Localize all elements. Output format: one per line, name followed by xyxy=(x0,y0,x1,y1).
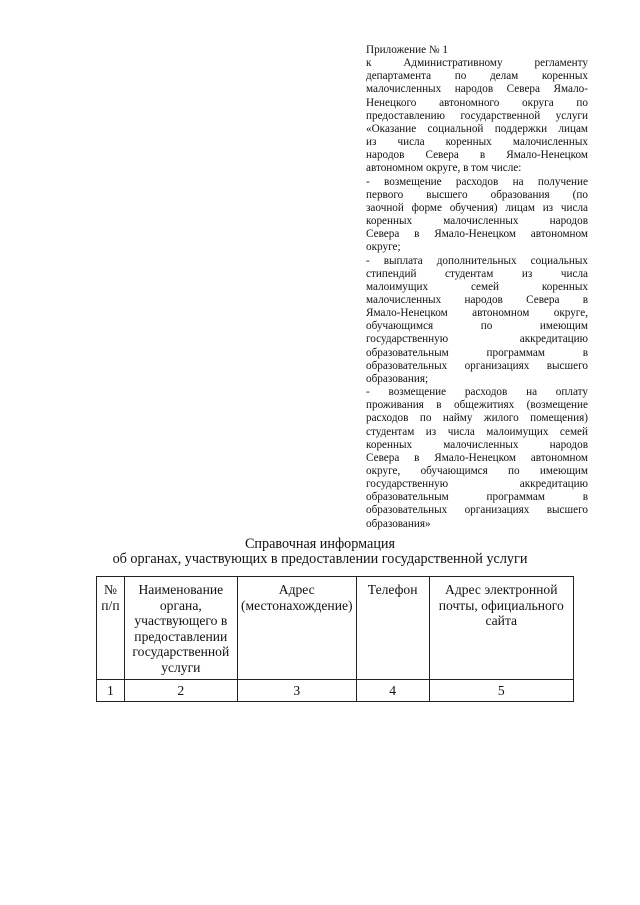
appendix-line: малочисленных народов Севера в xyxy=(366,293,588,306)
appendix-line: округе; xyxy=(366,241,401,254)
table-cell: 1 xyxy=(97,679,125,702)
appendix-line: образования; xyxy=(366,372,429,385)
appendix-line: образовательным программам в xyxy=(366,491,588,504)
appendix-line: государственную аккредитацию xyxy=(366,333,588,346)
appendix-line: заочной форме обучения) лицам из числа xyxy=(366,201,588,214)
appendix-line: коренных малочисленных народов xyxy=(366,438,588,451)
appendix-line: - возмещение расходов на оплату xyxy=(366,386,588,399)
appendix-line: Ямало-Ненецком автономном округе, xyxy=(366,307,588,320)
header-address: Адрес (местонахождение) xyxy=(237,577,356,680)
appendix-line: «Оказание социальной поддержки лицам xyxy=(366,122,588,135)
appendix-line: народов Севера в Ямало-Ненецком xyxy=(366,149,588,162)
appendix-line: департамента по делам коренных xyxy=(366,70,588,83)
appendix-line: Севера в Ямало-Ненецком автономном xyxy=(366,451,588,464)
document-subheading: об органах, участвующих в предоставлении государственной услуги xyxy=(112,551,528,567)
appendix-line: образовательным программам в xyxy=(366,346,588,359)
appendix-line: образовательных организациях высшего xyxy=(366,359,588,372)
appendix-line: Ненецкого автономного округа по xyxy=(366,96,588,109)
appendix-line: государственную аккредитацию xyxy=(366,478,588,491)
table-cell: 5 xyxy=(429,679,573,702)
header-organ-name: Наименование органа, участвующего в предоставлении государственной услуги xyxy=(124,577,237,680)
appendix-line: расходов по найму жилого помещения) xyxy=(366,412,588,425)
appendix-line: стипендий студентам из числа xyxy=(366,267,588,280)
table-row xyxy=(97,679,574,702)
appendix-line: коренных малочисленных народов xyxy=(366,215,588,228)
appendix-line: образования» xyxy=(366,517,431,530)
header-phone: Телефон xyxy=(356,577,429,680)
appendix-line: округе, обучающимся по имеющим xyxy=(366,465,588,477)
appendix-line: - выплата дополнительных социальных xyxy=(366,254,588,267)
header-number: № п/п xyxy=(97,577,125,680)
info-table xyxy=(96,576,574,702)
appendix-line: предоставлению государственной услуги xyxy=(366,109,588,122)
table-cell: 4 xyxy=(356,679,429,702)
document-heading: Справочная информация xyxy=(244,536,396,552)
appendix-line: Севера в Ямало-Ненецком автономном xyxy=(366,228,588,241)
table-cell: 3 xyxy=(237,679,356,702)
appendix-title: Приложение № 1 xyxy=(366,44,448,56)
appendix-line: к Административному регламенту xyxy=(366,57,588,70)
appendix-line: обучающимся по имеющим xyxy=(366,320,588,333)
appendix-line: образовательных организациях высшего xyxy=(366,504,588,517)
appendix-line: автономном округе, в том числе: xyxy=(366,162,522,175)
appendix-block xyxy=(366,44,588,531)
appendix-line: студентам из числа малоимущих семей xyxy=(366,425,588,438)
appendix-line: малочисленных народов Севера Ямало- xyxy=(366,83,588,96)
appendix-line: - возмещение расходов на получение xyxy=(366,175,588,188)
appendix-line: из числа коренных малочисленных xyxy=(366,136,588,149)
table-cell: 2 xyxy=(124,679,237,702)
table-header-row xyxy=(97,577,574,680)
appendix-line: проживания в общежитиях (возмещение xyxy=(366,399,588,412)
appendix-line: малоимущих семей коренных xyxy=(366,280,588,293)
appendix-line: первого высшего образования (по xyxy=(366,188,588,201)
header-email-site: Адрес электронной почты, официального сайта xyxy=(429,577,573,680)
